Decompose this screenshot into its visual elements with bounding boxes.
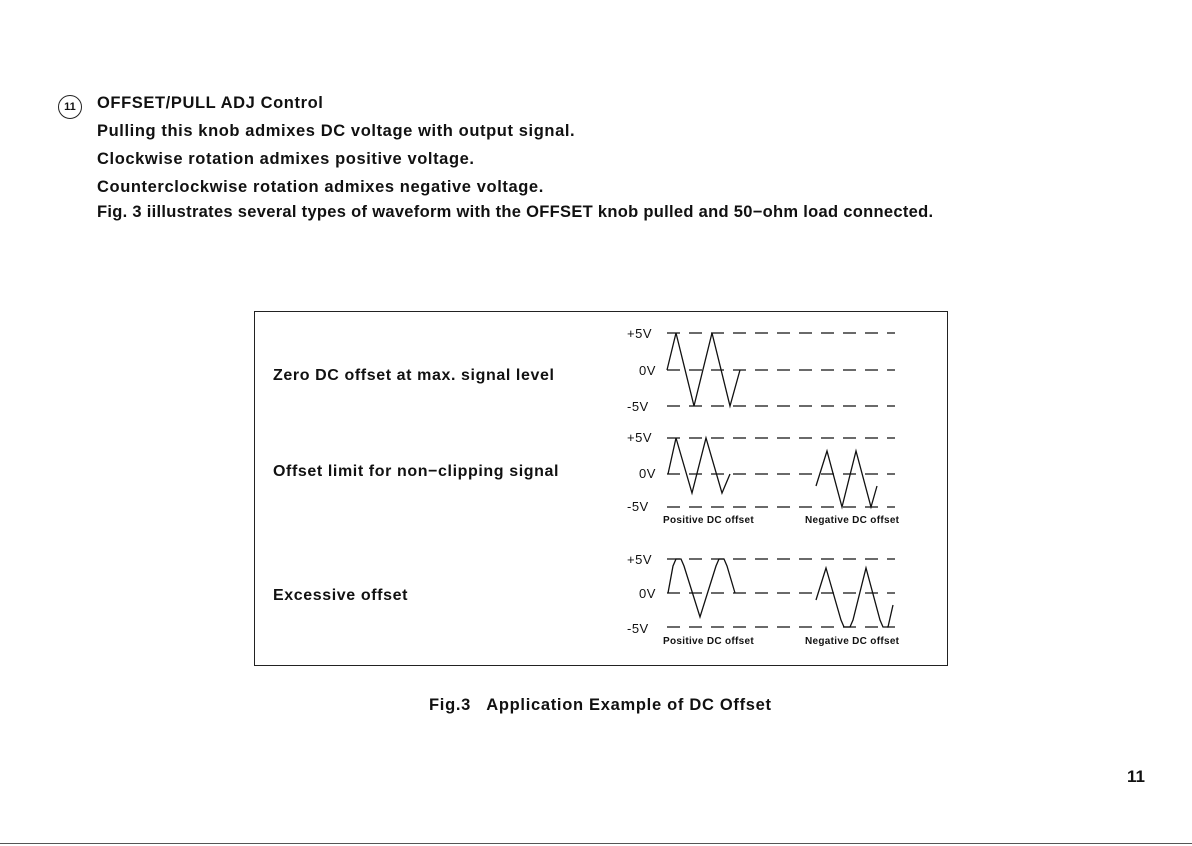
row-label-zero-offset: Zero DC offset at max. signal level — [273, 367, 555, 384]
page-number: 11 — [1127, 767, 1145, 786]
volt-label: +5V — [627, 326, 652, 341]
row-label-offset-limit: Offset limit for non−clipping signal — [273, 463, 560, 480]
caption-positive-dc-offset: Positive DC offset — [663, 636, 754, 647]
volt-label: 0V — [639, 586, 656, 601]
body-line-4: Fig. 3 iillustrates several types of waveform with the OFFSET knob pulled and 50−ohm load connected. — [97, 203, 934, 221]
volt-label: +5V — [627, 552, 652, 567]
volt-label: 0V — [639, 363, 656, 378]
triangle-wave-positive-clipped — [668, 559, 735, 617]
section-number-badge: 11 — [58, 95, 82, 119]
page-bottom-edge — [0, 843, 1192, 844]
volt-label: -5V — [627, 399, 649, 414]
body-line-2: Clockwise rotation admixes positive voltage. — [97, 150, 475, 168]
body-line-1: Pulling this knob admixes DC voltage with output signal. — [97, 122, 576, 140]
volt-label: 0V — [639, 466, 656, 481]
figure-caption: Fig.3 Application Example of DC Offset — [429, 696, 772, 714]
row-label-excessive: Excessive offset — [273, 587, 409, 604]
volt-label: -5V — [627, 621, 649, 636]
volt-label: +5V — [627, 430, 652, 445]
triangle-wave-positive-offset — [668, 438, 730, 493]
body-line-3: Counterclockwise rotation admixes negative voltage. — [97, 178, 544, 196]
caption-positive-dc-offset: Positive DC offset — [663, 515, 754, 526]
triangle-wave-negative-offset — [816, 451, 877, 507]
caption-negative-dc-offset: Negative DC offset — [805, 636, 900, 647]
caption-negative-dc-offset: Negative DC offset — [805, 515, 900, 526]
volt-label: -5V — [627, 499, 649, 514]
section-title: OFFSET/PULL ADJ Control — [97, 94, 324, 112]
triangle-wave-negative-clipped — [816, 568, 893, 627]
